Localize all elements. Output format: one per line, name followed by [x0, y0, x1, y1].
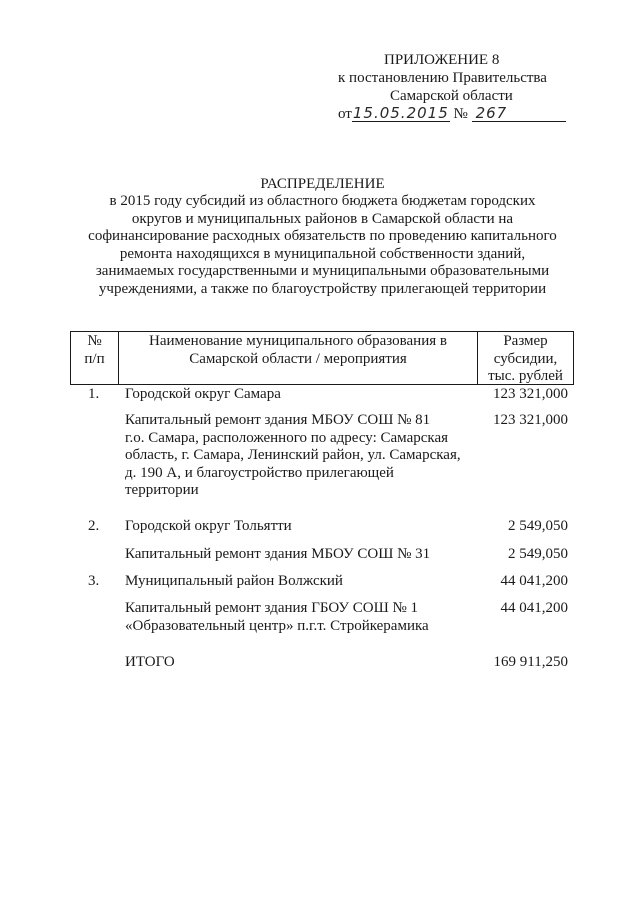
subtitle-line: округов и муниципальных районов в Самарской области на	[131, 210, 514, 227]
appendix-title: ПРИЛОЖЕНИЕ 8	[384, 52, 500, 68]
handwritten-number: 267	[472, 105, 566, 122]
row-amount: 2 549,050	[508, 546, 568, 562]
table-column-divider	[573, 331, 574, 385]
handwritten-date: 15.05.2015	[352, 104, 449, 122]
name-line: область, г. Самара, Ленинский район, ул. Самарская,	[125, 447, 461, 463]
table-row-name: Муниципальный район Волжский	[125, 573, 343, 589]
header-line: п/п	[84, 350, 105, 367]
row-number: 2.	[88, 518, 100, 534]
table-row-name: Городской округ Тольятти	[125, 518, 292, 534]
table-row-name: Городской округ Самара	[125, 386, 281, 402]
header-line: №	[87, 333, 102, 349]
row-number: 3.	[88, 573, 100, 589]
column-header-name	[119, 333, 477, 368]
row-amount: 2 549,050	[508, 518, 568, 534]
header-line: Размер	[503, 333, 548, 349]
document-title: РАСПРЕДЕЛЕНИЕ	[260, 176, 385, 192]
total-amount: 169 911,250	[493, 654, 568, 670]
subtitle-line: софинансирование расходных обязательств по проведению капитального	[88, 228, 557, 244]
name-line: г.о. Самара, расположенного по адресу: Самарская	[125, 429, 449, 446]
decree-date-number-line	[338, 105, 566, 123]
row-amount: 44 041,200	[500, 600, 568, 616]
subtitle-line: ремонта находящихся в муниципальной собственности зданий,	[119, 245, 526, 262]
row-amount: 123 321,000	[493, 386, 568, 402]
number-prefix: №	[453, 106, 468, 122]
date-prefix: от	[338, 106, 352, 122]
name-line: д. 190 А, и благоустройство прилегающей	[125, 464, 394, 481]
document-subtitle	[60, 193, 585, 298]
total-label: ИТОГО	[125, 654, 175, 670]
name-line: территории	[125, 482, 199, 498]
row-amount: 123 321,000	[493, 412, 568, 428]
name-line: «Образовательный центр» п.г.т. Стройкерамика	[125, 617, 429, 634]
table-row-name	[125, 412, 470, 500]
column-header-amount	[478, 333, 573, 386]
header-line: Наименование муниципального образования в	[149, 333, 447, 349]
table-row-name	[125, 600, 470, 635]
name-line: Капитальный ремонт здания МБОУ СОШ № 81	[125, 412, 431, 428]
row-amount: 44 041,200	[500, 573, 568, 589]
subtitle-line: занимаемых государственными и муниципальными образовательными	[95, 263, 550, 279]
header-line: тыс. рублей	[488, 368, 563, 384]
name-line: Капитальный ремонт здания ГБОУ СОШ № 1	[125, 600, 419, 616]
subtitle-line: учреждениями, а также по благоустройству прилегающей территории	[98, 280, 547, 297]
row-number: 1.	[88, 386, 100, 402]
subtitle-line: в 2015 году субсидий из областного бюджета бюджетам городских	[109, 193, 536, 209]
header-line: Самарской области / мероприятия	[189, 350, 407, 367]
appendix-region: Самарской области	[390, 88, 513, 104]
column-header-number	[71, 333, 118, 368]
table-row-name: Капитальный ремонт здания МБОУ СОШ № 31	[125, 546, 431, 562]
table-top-rule	[70, 331, 574, 332]
appendix-reference: к постановлению Правительства	[338, 70, 547, 86]
header-line: субсидии,	[493, 350, 558, 367]
